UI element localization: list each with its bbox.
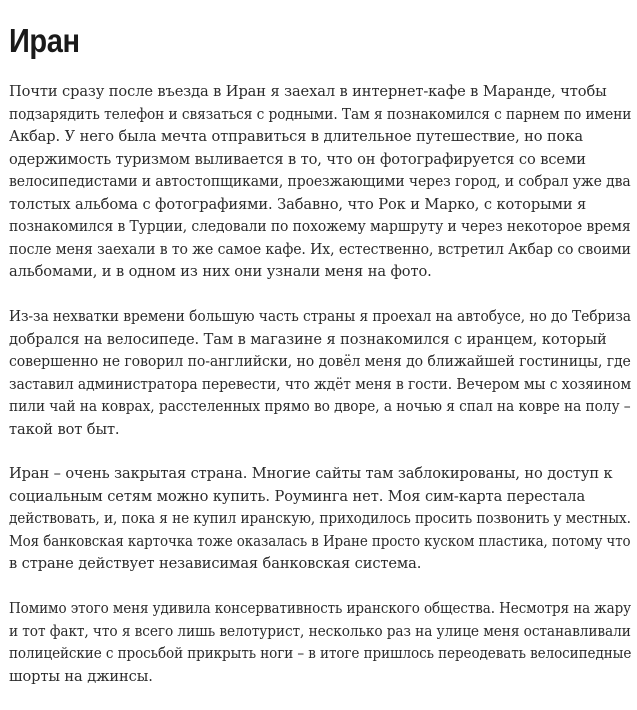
page-title: Иран: [9, 22, 80, 59]
paragraph-1: [9, 81, 633, 284]
paragraph-line: пили чай на коврах, расстеленных прямо во дворе, а ночью я спал на ковре на полу –: [9, 398, 631, 415]
paragraph-line: Помимо этого меня удивила консервативность иранского общества. Несмотря на жару: [9, 600, 631, 617]
paragraph-line: одержимость туризмом выливается в то, что он фотографируется со всеми: [9, 150, 586, 168]
paragraph-line: Моя банковская карточка тоже оказалась в Иране просто куском пластика, потому что: [9, 532, 631, 550]
paragraph-line: в стране действует независимая банковская система.: [9, 555, 422, 572]
paragraph-line: полицейские с просьбой прикрыть ноги – в итоге пришлось переодевать велосипедные: [9, 645, 632, 662]
paragraph-line: подзарядить телефон и связаться с родными. Там я познакомился с парнем по имени: [9, 105, 632, 123]
paragraph-3: [9, 463, 633, 576]
paragraph-4: [9, 598, 633, 688]
paragraph-line: социальным сетям можно купить. Роуминга нет. Моя сим-карта перестала: [9, 487, 586, 505]
paragraph-line: такой вот быт.: [9, 420, 120, 438]
paragraph-line: добрался на велосипеде. Там в магазине я познакомился с иранцем, который: [9, 330, 607, 348]
paragraph-line: шорты на джинсы.: [9, 667, 153, 685]
paragraph-line: познакомился в Турции, следовали по похожему маршруту и через некоторое время: [9, 218, 631, 235]
paragraph-line: заставил администратора перевести, что ждёт меня в гости. Вечером мы с хозяином: [9, 375, 632, 393]
paragraph-line: велосипедистами и автостопщиками, проезжающими через город, и собрал уже два: [9, 173, 631, 190]
paragraph-line: совершенно не говорил по-английски, но довёл меня до ближайшей гостиницы, где: [9, 353, 631, 370]
paragraph-line: толстых альбома с фотографиями. Забавно, что Рок и Марко, с которыми я: [9, 195, 587, 213]
paragraph-line: и тот факт, что я всего лишь велотурист, несколько раз на улице меня останавливали: [9, 622, 631, 640]
paragraph-line: после меня заехали в то же самое кафе. Их, естественно, встретил Акбар со своими: [9, 240, 631, 258]
paragraph-line: действовать, и, пока я не купил иранскую, приходилось просить позвонить у местных.: [9, 510, 631, 527]
paragraph-line: Акбар. У него была мечта отправиться в длительное путешествие, но пока: [9, 128, 583, 145]
paragraph-2: [9, 306, 633, 441]
paragraph-line: Почти сразу после въезда в Иран я заехал в интернет-кафе в Маранде, чтобы: [9, 83, 607, 100]
paragraph-line: Из-за нехватки времени большую часть страны я проехал на автобусе, но до Тебриза: [9, 308, 631, 325]
paragraph-line: Иран – очень закрытая страна. Многие сайты там заблокированы, но доступ к: [9, 465, 613, 482]
paragraph-line: альбомами, и в одном из них они узнали меня на фото.: [9, 263, 432, 280]
